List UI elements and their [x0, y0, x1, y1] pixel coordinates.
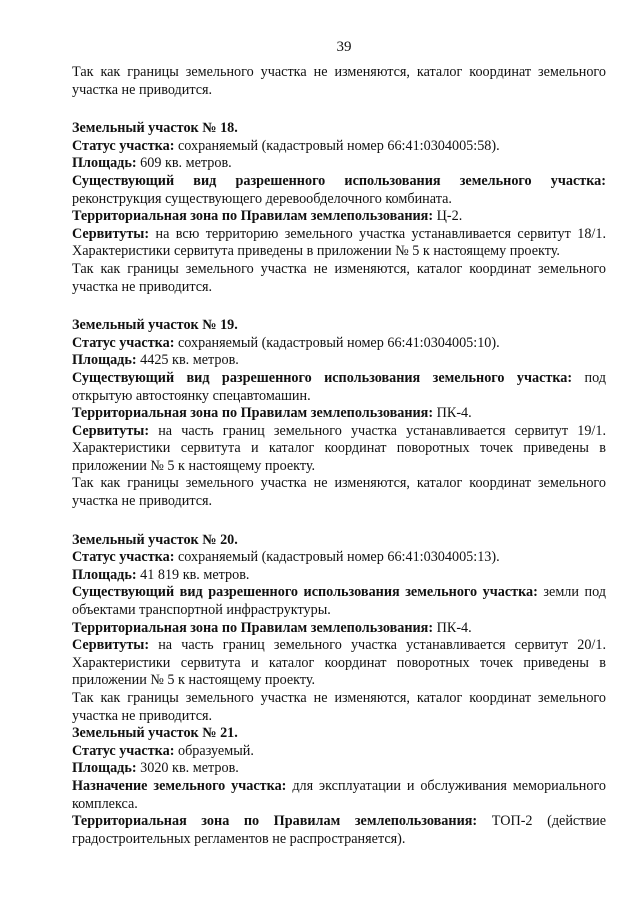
parcel-servitudes [72, 226, 606, 261]
use-label: Существующий вид разрешенного использования земельного участка: [72, 369, 573, 386]
parcel-area [72, 760, 606, 778]
parcel-servitudes [72, 637, 606, 690]
parcel-area [72, 567, 606, 585]
parcel-status [72, 138, 606, 156]
use-value: земли под объектами транспортной инфраструктуры. [72, 584, 607, 619]
parcel-zone [72, 620, 606, 638]
servitudes-value: на часть границ земельного участка устанавливается сервитут 19/1. Характеристики сервитута и каталог координат поворотных точек приведены в приложении № 5 к настоящему проекту. [72, 422, 606, 474]
purpose-label: Назначение земельного участка: [72, 777, 287, 794]
area-label: Площадь: [72, 155, 137, 172]
servitudes-label: Сервитуты: [72, 422, 150, 439]
zone-value: ПК-4. [436, 405, 472, 422]
parcel-title: Земельный участок № 19. [72, 317, 238, 334]
parcel-use [72, 173, 606, 208]
area-value: 4425 кв. метров. [140, 352, 239, 369]
use-label: Существующий вид разрешенного использования земельного участка: [72, 172, 606, 189]
parcel-status [72, 549, 606, 567]
status-label: Статус участка: [72, 334, 175, 351]
area-value: 41 819 кв. метров. [140, 566, 250, 583]
servitudes-value: на часть границ земельного участка устанавливается сервитут 20/1. Характеристики сервитута и каталог координат поворотных точек приведены в приложении № 5 к настоящему проекту. [72, 637, 606, 689]
status-label: Статус участка: [72, 137, 175, 154]
intro-note: Так как границы земельного участка не изменяются, каталог координат земельного участка не приводится. [72, 64, 606, 98]
area-label: Площадь: [72, 352, 137, 369]
parcel-use [72, 370, 606, 405]
parcel-note: Так как границы земельного участка не изменяются, каталог координат земельного участка не приводится. [72, 260, 606, 295]
parcel-20-section [72, 532, 606, 726]
zone-label: Территориальная зона по Правилам землепользования: [72, 813, 478, 830]
zone-value: ПК-4. [436, 619, 472, 636]
use-value: под открытую автостоянку спецавтомашин. [72, 369, 607, 404]
parcel-title: Земельный участок № 21. [72, 725, 238, 742]
zone-label: Территориальная зона по Правилам землепользования: [72, 208, 434, 225]
parcel-zone [72, 405, 606, 423]
status-value: сохраняемый (кадастровый номер 66:41:0304005:58). [178, 137, 500, 154]
status-label: Статус участка: [72, 549, 175, 566]
zone-value: ТОП-2 (действие градостроительных регламентов не распространяется). [72, 813, 607, 847]
servitudes-label: Сервитуты: [72, 637, 150, 654]
zone-label: Территориальная зона по Правилам землепользования: [72, 405, 434, 422]
servitudes-value: на всю территорию земельного участка устанавливается сервитут 18/1. Характеристики сервитута приведены в приложении № 5 к настоящему проекту. [72, 225, 606, 260]
parcel-status [72, 743, 606, 761]
purpose-value: для эксплуатации и обслуживания мемориального комплекса. [72, 777, 606, 812]
parcel-area [72, 352, 606, 370]
parcel-zone [72, 208, 606, 226]
parcel-use [72, 584, 606, 619]
zone-value: Ц-2. [436, 208, 463, 225]
use-value: реконструкция существующего деревообделочного комбината. [72, 190, 452, 207]
zone-label: Территориальная зона по Правилам землепользования: [72, 619, 434, 636]
parcel-title: Земельный участок № 18. [72, 120, 238, 137]
area-label: Площадь: [72, 760, 137, 777]
status-label: Статус участка: [72, 742, 175, 759]
servitudes-label: Сервитуты: [72, 225, 150, 242]
status-value: сохраняемый (кадастровый номер 66:41:0304005:13). [178, 549, 500, 566]
parcel-area [72, 155, 606, 173]
parcel-status [72, 335, 606, 353]
status-value: образуемый. [178, 742, 254, 759]
parcel-servitudes [72, 423, 606, 476]
parcel-zone [72, 813, 606, 848]
use-label: Существующий вид разрешенного использования земельного участка: [72, 584, 538, 601]
parcel-21-section [72, 725, 606, 848]
parcel-19-section [72, 317, 606, 511]
area-label: Площадь: [72, 566, 137, 583]
status-value: сохраняемый (кадастровый номер 66:41:0304005:10). [178, 334, 500, 351]
area-value: 609 кв. метров. [140, 155, 232, 172]
parcel-title: Земельный участок № 20. [72, 531, 238, 548]
parcel-purpose [72, 778, 606, 813]
parcel-note: Так как границы земельного участка не изменяются, каталог координат земельного участка не приводится. [72, 690, 606, 724]
page-number: 39 [336, 39, 352, 55]
area-value: 3020 кв. метров. [140, 760, 239, 777]
parcel-18-section [72, 120, 606, 296]
parcel-note: Так как границы земельного участка не изменяются, каталог координат земельного участка не приводится. [72, 475, 606, 510]
